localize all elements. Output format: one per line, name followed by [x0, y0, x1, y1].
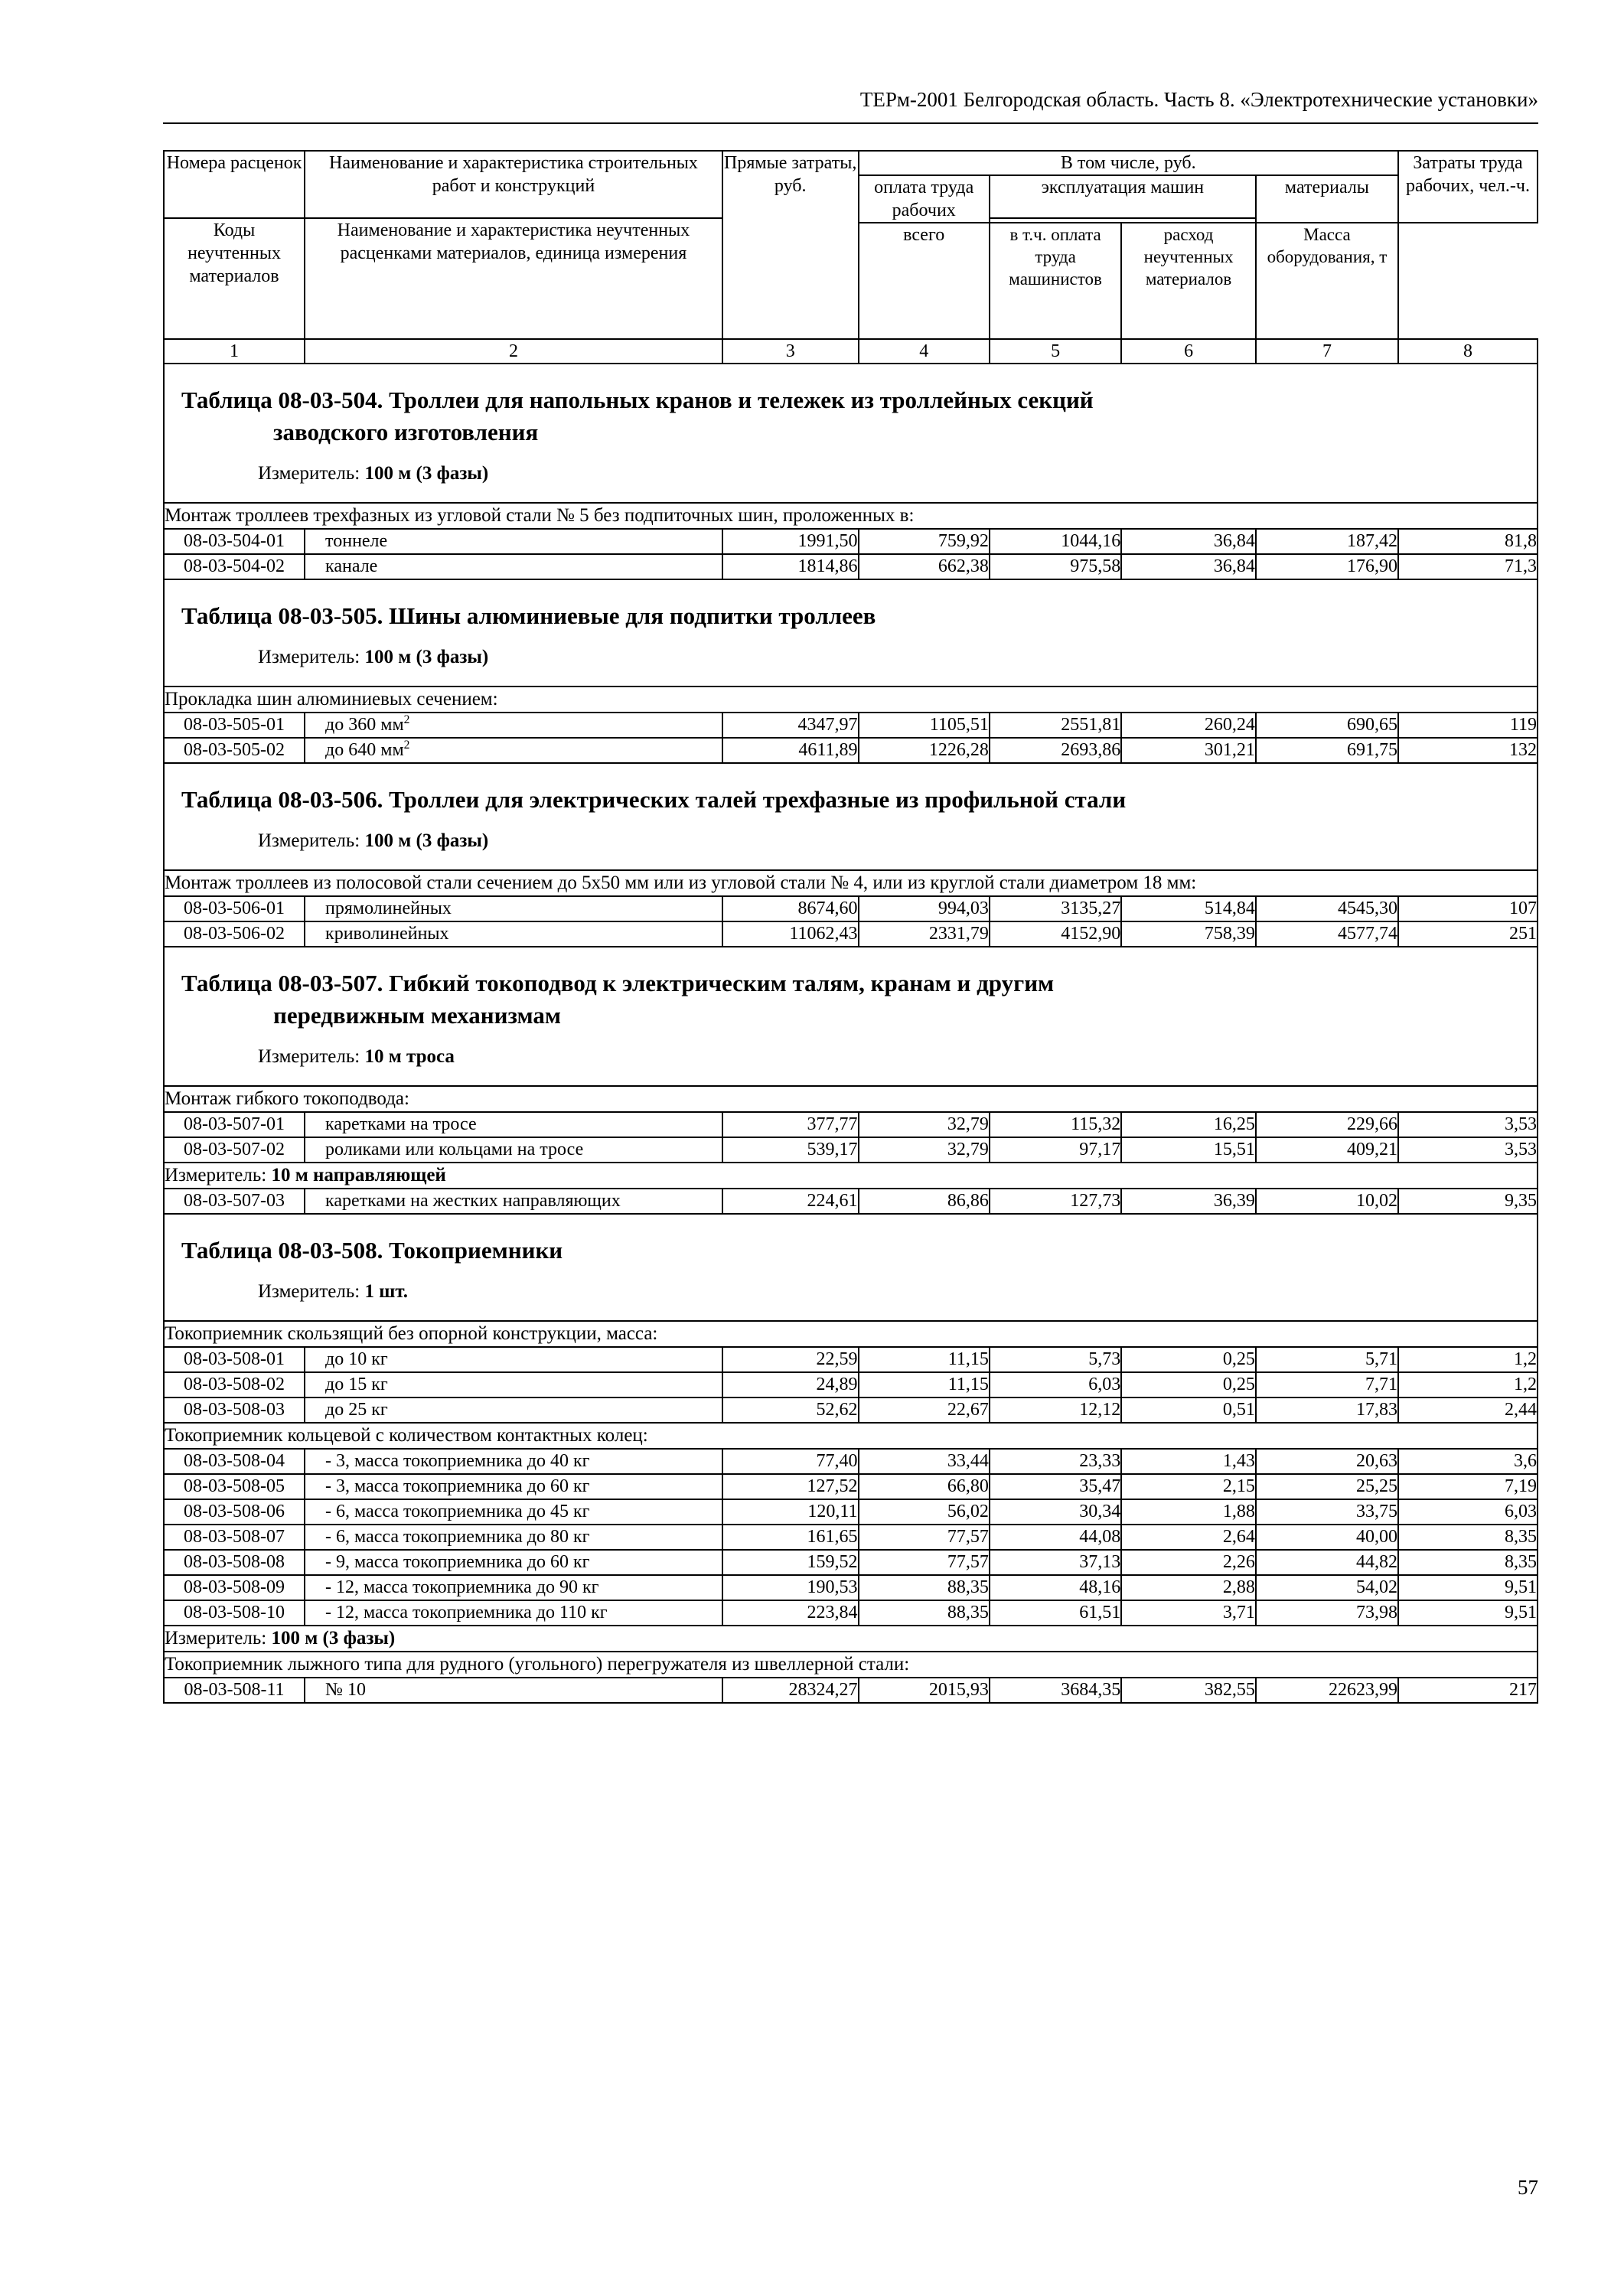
row-materials: 176,90 [1256, 554, 1398, 579]
row-direct-costs: 377,77 [722, 1112, 859, 1137]
row-labor: 6,03 [1398, 1499, 1538, 1525]
section-title-cont: заводского изготовления [273, 419, 539, 445]
section-header-cell [164, 579, 1538, 687]
row-machinists-pay: 301,21 [1121, 738, 1256, 763]
row-name: - 12, масса токоприемника до 90 кг [305, 1575, 722, 1600]
row-direct-costs: 22,59 [722, 1347, 859, 1372]
row-labor: 71,3 [1398, 554, 1538, 579]
page-number: 57 [1518, 2176, 1538, 2199]
section-title: Таблица 08-03-504. Троллеи для напольных кранов и тележек из троллейных секций заводского изготовления [165, 364, 1537, 448]
row-materials: 40,00 [1256, 1525, 1398, 1550]
row-labor: 132 [1398, 738, 1538, 763]
col-number-4: 4 [859, 339, 990, 364]
th-rate-numbers: Номера расценок [164, 151, 305, 218]
header-row-1 [164, 151, 1538, 175]
row-direct-costs: 161,65 [722, 1525, 859, 1550]
row-code: 08-03-508-07 [164, 1525, 305, 1550]
row-machines-total: 5,73 [990, 1347, 1121, 1372]
row-machines-total: 4152,90 [990, 921, 1121, 947]
section-header-cell [164, 1214, 1538, 1321]
row-workers-pay: 1105,51 [859, 713, 990, 738]
row-direct-costs: 28324,27 [722, 1678, 859, 1703]
row-machines-total: 3135,27 [990, 896, 1121, 921]
section-header-cell [164, 947, 1538, 1086]
section-header-cell [164, 763, 1538, 870]
row-name: каретками на тросе [305, 1112, 722, 1137]
th-group-materials: материалы [1256, 175, 1398, 223]
section-header-band [164, 1214, 1538, 1321]
row-machines-total: 61,51 [990, 1600, 1121, 1626]
row-labor: 217 [1398, 1678, 1538, 1703]
row-name: канале [305, 554, 722, 579]
row-materials: 4577,74 [1256, 921, 1398, 947]
row-materials: 5,71 [1256, 1347, 1398, 1372]
row-code: 08-03-508-02 [164, 1372, 305, 1397]
row-machines-total: 2693,86 [990, 738, 1121, 763]
row-machinists-pay: 1,88 [1121, 1499, 1256, 1525]
group-caption-row [164, 1086, 1538, 1112]
row-materials: 691,75 [1256, 738, 1398, 763]
row-code: 08-03-508-01 [164, 1347, 305, 1372]
th-workers-pay: оплата труда рабочих [859, 175, 990, 223]
group-caption-row [164, 1652, 1538, 1678]
row-code: 08-03-508-11 [164, 1678, 305, 1703]
th-direct-costs: Прямые затраты, руб. [722, 151, 859, 339]
row-labor: 3,53 [1398, 1137, 1538, 1163]
running-head-rule [163, 122, 1538, 124]
col-number-2: 2 [305, 339, 722, 364]
row-labor: 8,35 [1398, 1550, 1538, 1575]
row-direct-costs: 8674,60 [722, 896, 859, 921]
section-title: Таблица 08-03-506. Троллеи для электрических талей трехфазные из профильной стали [181, 786, 1127, 813]
table-row [164, 1372, 1538, 1397]
row-machinists-pay: 1,43 [1121, 1449, 1256, 1474]
row-direct-costs: 1991,50 [722, 529, 859, 554]
row-code: 08-03-504-02 [164, 554, 305, 579]
col-number-3: 3 [722, 339, 859, 364]
row-workers-pay: 66,80 [859, 1474, 990, 1499]
row-materials: 33,75 [1256, 1499, 1398, 1525]
row-machines-total: 127,73 [990, 1189, 1121, 1214]
group-caption-row [164, 1423, 1538, 1449]
section-measure: Измеритель: 100 м (3 фазы) [258, 463, 489, 484]
row-machinists-pay: 36,84 [1121, 554, 1256, 579]
row-code: 08-03-506-01 [164, 896, 305, 921]
row-name: до 15 кг [305, 1372, 722, 1397]
table-row [164, 738, 1538, 763]
th-labor-costs: Затраты труда рабочих, чел.-ч. [1398, 151, 1538, 223]
row-machines-total: 23,33 [990, 1449, 1121, 1474]
row-machinists-pay: 2,64 [1121, 1525, 1256, 1550]
row-machinists-pay: 0,51 [1121, 1397, 1256, 1423]
table-row [164, 1189, 1538, 1214]
section-measure: Измеритель: 10 м троса [258, 1046, 455, 1067]
row-materials: 54,02 [1256, 1575, 1398, 1600]
row-workers-pay: 77,57 [859, 1525, 990, 1550]
row-code: 08-03-506-02 [164, 921, 305, 947]
table-row [164, 921, 1538, 947]
row-labor: 8,35 [1398, 1525, 1538, 1550]
row-machinists-pay: 15,51 [1121, 1137, 1256, 1163]
col-number-8: 8 [1398, 339, 1538, 364]
row-machinists-pay: 3,71 [1121, 1600, 1256, 1626]
table-row [164, 1397, 1538, 1423]
th-unaccounted-consumption: расход неучтенных материалов [1121, 223, 1256, 339]
row-direct-costs: 24,89 [722, 1372, 859, 1397]
row-name: - 6, масса токоприемника до 45 кг [305, 1499, 722, 1525]
group-caption: Токоприемник скользящий без опорной конструкции, масса: [164, 1321, 1538, 1347]
col-number-6: 6 [1121, 339, 1256, 364]
th-machinists-pay: в т.ч. оплата труда машинистов [990, 223, 1121, 339]
section-title-cont: передвижным механизмам [273, 1002, 562, 1029]
col-number-5: 5 [990, 339, 1121, 364]
group-caption: Токоприемник кольцевой с количеством контактных колец: [164, 1423, 1538, 1449]
row-materials: 20,63 [1256, 1449, 1398, 1474]
row-name: - 6, масса токоприемника до 80 кг [305, 1525, 722, 1550]
row-labor: 1,2 [1398, 1372, 1538, 1397]
row-workers-pay: 22,67 [859, 1397, 990, 1423]
row-name: прямолинейных [305, 896, 722, 921]
row-name: тоннеле [305, 529, 722, 554]
table-row [164, 1449, 1538, 1474]
group-caption: Монтаж гибкого токоподвода: [164, 1086, 1538, 1112]
row-workers-pay: 2015,93 [859, 1678, 990, 1703]
row-code: 08-03-505-01 [164, 713, 305, 738]
row-direct-costs: 1814,86 [722, 554, 859, 579]
row-materials: 7,71 [1256, 1372, 1398, 1397]
row-machinists-pay: 514,84 [1121, 896, 1256, 921]
section-header-cell [164, 364, 1538, 503]
row-code: 08-03-507-01 [164, 1112, 305, 1137]
row-direct-costs: 77,40 [722, 1449, 859, 1474]
th-machines-total: всего [859, 223, 990, 339]
row-labor: 107 [1398, 896, 1538, 921]
row-machinists-pay: 36,39 [1121, 1189, 1256, 1214]
group-caption-row [164, 870, 1538, 896]
row-materials: 25,25 [1256, 1474, 1398, 1499]
row-name: до 25 кг [305, 1397, 722, 1423]
row-code: 08-03-508-06 [164, 1499, 305, 1525]
group-caption-row [164, 503, 1538, 529]
section-header-band [164, 579, 1538, 687]
table-row [164, 1137, 1538, 1163]
row-workers-pay: 11,15 [859, 1347, 990, 1372]
table-row [164, 1347, 1538, 1372]
row-direct-costs: 159,52 [722, 1550, 859, 1575]
th-work-name: Наименование и характеристика строительных работ и конструкций [305, 151, 722, 218]
row-machines-total: 44,08 [990, 1525, 1121, 1550]
group-caption: Токоприемник лыжного типа для рудного (угольного) перегружателя из швеллерной стали: [164, 1652, 1538, 1678]
row-labor: 7,19 [1398, 1474, 1538, 1499]
row-code: 08-03-507-02 [164, 1137, 305, 1163]
group-caption: Прокладка шин алюминиевых сечением: [164, 687, 1538, 713]
row-direct-costs: 120,11 [722, 1499, 859, 1525]
table-row [164, 1575, 1538, 1600]
row-labor: 9,51 [1398, 1575, 1538, 1600]
row-machines-total: 115,32 [990, 1112, 1121, 1137]
measure-row [164, 1626, 1538, 1652]
th-group-machines: эксплуатация машин [990, 175, 1256, 218]
section-title: Таблица 08-03-507. Гибкий токоподвод к электрическим талям, кранам и другим передвижным механизмам [165, 947, 1537, 1032]
row-name: роликами или кольцами на тросе [305, 1137, 722, 1163]
table-row [164, 1525, 1538, 1550]
th-codes-unaccounted: Коды неучтенных материалов [164, 218, 305, 339]
group-caption: Монтаж троллеев трехфазных из угловой стали № 5 без подпиточных шин, проложенных в: [164, 503, 1538, 529]
row-machines-total: 1044,16 [990, 529, 1121, 554]
row-direct-costs: 223,84 [722, 1600, 859, 1626]
row-workers-pay: 77,57 [859, 1550, 990, 1575]
row-labor: 119 [1398, 713, 1538, 738]
row-machinists-pay: 382,55 [1121, 1678, 1256, 1703]
row-materials: 690,65 [1256, 713, 1398, 738]
row-workers-pay: 33,44 [859, 1449, 990, 1474]
row-machines-total: 12,12 [990, 1397, 1121, 1423]
row-name: - 3, масса токоприемника до 60 кг [305, 1474, 722, 1499]
group-caption-row [164, 687, 1538, 713]
row-machinists-pay: 2,88 [1121, 1575, 1256, 1600]
row-materials: 73,98 [1256, 1600, 1398, 1626]
row-materials: 44,82 [1256, 1550, 1398, 1575]
row-materials: 22623,99 [1256, 1678, 1398, 1703]
row-direct-costs: 224,61 [722, 1189, 859, 1214]
row-machinists-pay: 0,25 [1121, 1347, 1256, 1372]
row-machinists-pay: 2,26 [1121, 1550, 1256, 1575]
row-workers-pay: 11,15 [859, 1372, 990, 1397]
row-machinists-pay: 16,25 [1121, 1112, 1256, 1137]
row-direct-costs: 4611,89 [722, 738, 859, 763]
row-name: до 10 кг [305, 1347, 722, 1372]
row-workers-pay: 32,79 [859, 1137, 990, 1163]
row-direct-costs: 52,62 [722, 1397, 859, 1423]
table-row [164, 1499, 1538, 1525]
row-machines-total: 6,03 [990, 1372, 1121, 1397]
row-name: - 3, масса токоприемника до 40 кг [305, 1449, 722, 1474]
row-machines-total: 975,58 [990, 554, 1121, 579]
table-row [164, 529, 1538, 554]
row-workers-pay: 56,02 [859, 1499, 990, 1525]
row-machinists-pay: 2,15 [1121, 1474, 1256, 1499]
table-row [164, 1550, 1538, 1575]
header-column-numbers [164, 339, 1538, 364]
row-workers-pay: 662,38 [859, 554, 990, 579]
estimate-table [163, 150, 1538, 1704]
table-row [164, 896, 1538, 921]
row-name: до 640 $мм^2$ [305, 738, 722, 763]
row-workers-pay: 759,92 [859, 529, 990, 554]
row-name: - 9, масса токоприемника до 60 кг [305, 1550, 722, 1575]
row-labor: 81,8 [1398, 529, 1538, 554]
row-direct-costs: 4347,97 [722, 713, 859, 738]
row-name: - 12, масса токоприемника до 110 кг [305, 1600, 722, 1626]
row-machines-total: 35,47 [990, 1474, 1121, 1499]
th-equipment-mass: Масса оборудования, т [1256, 223, 1398, 339]
col-number-7: 7 [1256, 339, 1398, 364]
measure-row [164, 1163, 1538, 1189]
section-header-band [164, 763, 1538, 870]
row-name: до 360 $мм^2$ [305, 713, 722, 738]
table-row [164, 1112, 1538, 1137]
row-workers-pay: 1226,28 [859, 738, 990, 763]
section-measure: Измеритель: 1 шт. [258, 1281, 408, 1302]
row-labor: 251 [1398, 921, 1538, 947]
row-direct-costs: 190,53 [722, 1575, 859, 1600]
row-code: 08-03-508-08 [164, 1550, 305, 1575]
row-labor: 3,6 [1398, 1449, 1538, 1474]
row-workers-pay: 86,86 [859, 1189, 990, 1214]
row-machines-total: 2551,81 [990, 713, 1121, 738]
table-row [164, 1678, 1538, 1703]
row-materials: 187,42 [1256, 529, 1398, 554]
row-machines-total: 30,34 [990, 1499, 1121, 1525]
row-code: 08-03-508-10 [164, 1600, 305, 1626]
row-direct-costs: 11062,43 [722, 921, 859, 947]
row-code: 08-03-508-05 [164, 1474, 305, 1499]
row-code: 08-03-507-03 [164, 1189, 305, 1214]
row-materials: 4545,30 [1256, 896, 1398, 921]
row-labor: 9,35 [1398, 1189, 1538, 1214]
row-materials: 17,83 [1256, 1397, 1398, 1423]
row-code: 08-03-505-02 [164, 738, 305, 763]
row-materials: 229,66 [1256, 1112, 1398, 1137]
th-group-including: В том числе, руб. [859, 151, 1398, 175]
row-workers-pay: 88,35 [859, 1575, 990, 1600]
row-machines-total: 37,13 [990, 1550, 1121, 1575]
row-name: криволинейных [305, 921, 722, 947]
row-code: 08-03-504-01 [164, 529, 305, 554]
row-machinists-pay: 0,25 [1121, 1372, 1256, 1397]
row-name: № 10 [305, 1678, 722, 1703]
row-workers-pay: 994,03 [859, 896, 990, 921]
row-workers-pay: 32,79 [859, 1112, 990, 1137]
row-direct-costs: 127,52 [722, 1474, 859, 1499]
row-workers-pay: 2331,79 [859, 921, 990, 947]
row-machines-total: 97,17 [990, 1137, 1121, 1163]
table-row [164, 1600, 1538, 1626]
row-machinists-pay: 260,24 [1121, 713, 1256, 738]
row-materials: 409,21 [1256, 1137, 1398, 1163]
group-caption: Монтаж троллеев из полосовой стали сечением до 5х50 мм или из угловой стали № 4, или из круглой стали диаметром 18 мм: [164, 870, 1538, 896]
table-row [164, 713, 1538, 738]
row-code: 08-03-508-03 [164, 1397, 305, 1423]
row-machinists-pay: 36,84 [1121, 529, 1256, 554]
row-materials: 10,02 [1256, 1189, 1398, 1214]
row-machinists-pay: 758,39 [1121, 921, 1256, 947]
row-code: 08-03-508-09 [164, 1575, 305, 1600]
col-number-1: 1 [164, 339, 305, 364]
section-title: Таблица 08-03-508. Токоприемники [181, 1237, 563, 1264]
table-row [164, 1474, 1538, 1499]
section-measure: Измеритель: 100 м (3 фазы) [258, 830, 489, 851]
th-materials-name: Наименование и характеристика неучтенных расценками материалов, единица измерения [305, 218, 722, 339]
row-labor: 9,51 [1398, 1600, 1538, 1626]
row-labor: 3,53 [1398, 1112, 1538, 1137]
measure-row-cell: Измеритель: 100 м (3 фазы) [164, 1626, 1538, 1652]
row-machines-total: 3684,35 [990, 1678, 1121, 1703]
running-head: ТЕРм-2001 Белгородская область. Часть 8. «Электротехнические установки» [859, 88, 1538, 111]
row-machines-total: 48,16 [990, 1575, 1121, 1600]
row-labor: 1,2 [1398, 1347, 1538, 1372]
measure-row-cell: Измеритель: 10 м направляющей [164, 1163, 1538, 1189]
row-workers-pay: 88,35 [859, 1600, 990, 1626]
section-title: Таблица 08-03-505. Шины алюминиевые для подпитки троллеев [181, 602, 876, 629]
row-code: 08-03-508-04 [164, 1449, 305, 1474]
section-measure: Измеритель: 100 м (3 фазы) [258, 647, 489, 667]
row-direct-costs: 539,17 [722, 1137, 859, 1163]
group-caption-row [164, 1321, 1538, 1347]
section-header-band [164, 364, 1538, 503]
table-row [164, 554, 1538, 579]
row-labor: 2,44 [1398, 1397, 1538, 1423]
section-header-band [164, 947, 1538, 1086]
row-name: каретками на жестких направляющих [305, 1189, 722, 1214]
